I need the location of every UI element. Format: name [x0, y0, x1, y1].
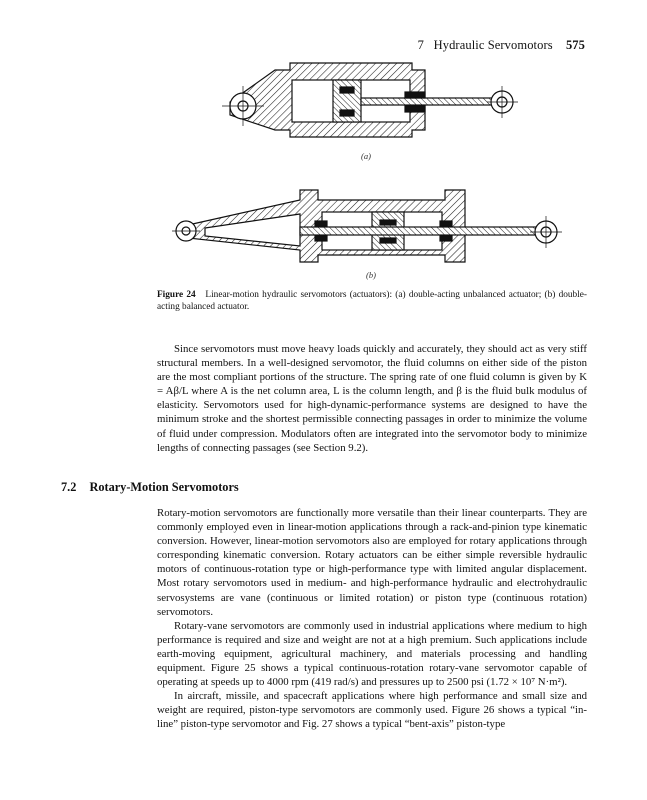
section-heading	[61, 480, 239, 495]
paragraph: Rotary-vane servomotors are commonly used in industrial applications where medium to high performance is required and size and weight are not at a high premium. Such applications include earth-moving equipment, agricultural machinery, and materials processing and handling equipment. Figure 25 shows a typical continuous-rotation rotary-vane servomotor capable of operating at speeds up to 4000 rpm (419 rad/s) and pressures up to 2500 psi (1.72 × 10⁷ N·m²).	[157, 619, 587, 689]
figure-label-b: (b)	[366, 270, 376, 280]
section-title: Rotary-Motion Servomotors	[89, 480, 239, 494]
balanced-actuator-diagram	[172, 190, 562, 262]
page-number: 575	[565, 38, 585, 52]
chapter-number: 7	[417, 38, 424, 52]
body-text-top	[157, 342, 587, 455]
figure-label-a: (a)	[361, 151, 371, 161]
paragraph: Since servomotors must move heavy loads quickly and accurately, they should act as very stiff structural members. In a well-designed servomotor, the fluid columns on either side of the piston are the most compliant portions of the structure. The spring rate of one fluid column is given by K = Aβ/L where A is the net column area, L is the column length, and β is the fluid bulk modulus of elasticity. Servomotors used for high-dynamic-performance systems are designed to have the minimum stroke and the shortest permissible connecting passages in order to minimize the volume of fluid under compression. Modulators often are integrated into the servomotor body to minimize lengths of connecting passages (see Section 9.2).	[157, 343, 587, 454]
actuator-figure	[0, 0, 647, 290]
section-number: 7.2	[61, 480, 77, 494]
body-text-section	[157, 506, 587, 732]
figure-caption	[157, 290, 587, 313]
figure-caption-text: Linear-motion hydraulic servomotors (actuators): (a) double-acting unbalanced actuator; (b) double-acting balanced actuator.	[157, 290, 587, 312]
figure-caption-label: Figure 24	[157, 290, 196, 300]
paragraph: Rotary-motion servomotors are functionally more versatile than their linear counterparts. They are commonly employed even in linear-motion applications through a rack-and-pinion type kinematic conversion. However, linear-motion servomotors also are employed for rotary applications through corresponding kinematic conversion. Rotary actuators can be either simple reversible hydraulic motors of continuous-rotation type or high-performance type with limited angular displacement. Most rotary servomotors used in medium- and high-performance hydraulic and electrohydraulic servosystems are vane (continuous or limited rotation) or piston type (continuous rotation) servomotors.	[157, 507, 587, 618]
unbalanced-actuator-diagram	[222, 63, 518, 137]
chapter-title: Hydraulic Servomotors	[433, 38, 553, 52]
paragraph: In aircraft, missile, and spacecraft applications where high performance and small size and weight are required, piston-type servomotors are commonly used. Figure 26 shows a typical “in-line” piston-type servomotor and Fig. 27 shows a typical “bent-axis” piston-type	[157, 690, 587, 731]
